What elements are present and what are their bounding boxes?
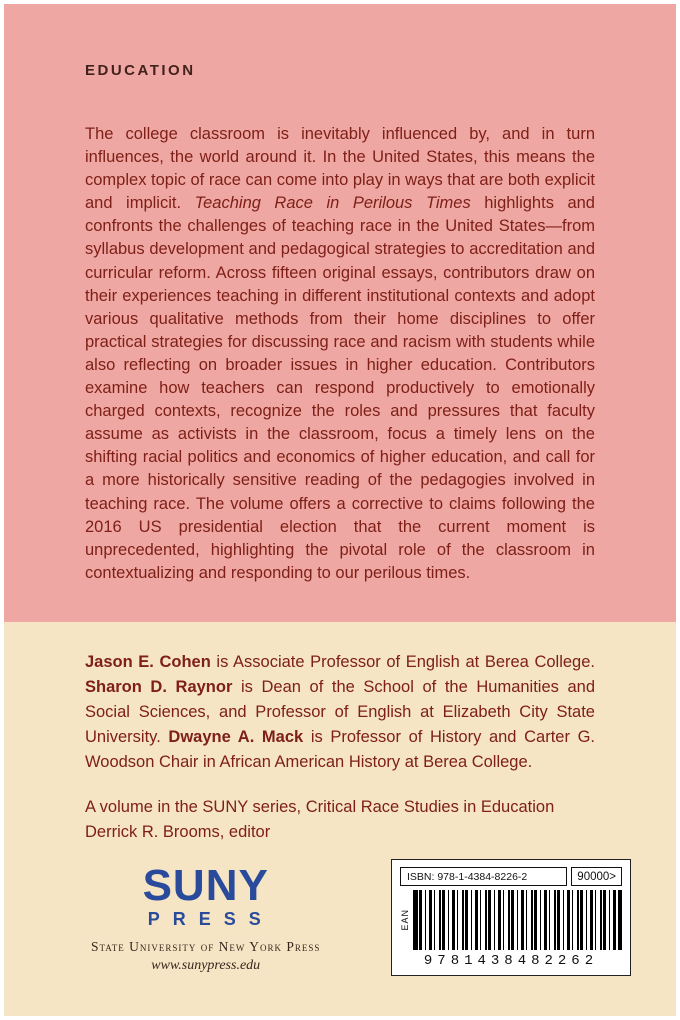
synopsis-text xyxy=(85,123,595,585)
synopsis-part2: highlights and confronts the challenges of teaching race in the United States—from syllabus development and pedagogical strategies to accreditation and curricular reform. Across fifteen original essays, contributors draw on their experiences teaching in different institutional contexts and adopt various qualitative methods from their home disciplines to offer practical strategies for discussing race and racism with students while also reflecting on broader issues in higher education. Contributors examine how teachers can respond productively to emotionally charged contexts, recognize the roles and pressures that faculty assume as activists in the classroom, focus a timely lens on the shifting racial politics and economics of higher education, and call for a more historically sensitive reading of the pedagogies involved in teaching race. The volume offers a corrective to claims following the 2016 US presidential election that the current moment is unprecedented, highlighting the pivotal role of the classroom in contextualizing and responding to our perilous times. xyxy=(85,194,595,582)
author-name-2: Sharon D. Raynor xyxy=(85,678,233,696)
contributor-bios xyxy=(85,650,595,775)
price-code: 90000> xyxy=(571,867,622,886)
suny-press-logo xyxy=(91,861,321,974)
barcode-block xyxy=(391,859,631,976)
barcode-bars-icon xyxy=(413,890,622,950)
book-title-italic: Teaching Race in Perilous Times xyxy=(194,194,471,213)
suny-wordmark: SUNY xyxy=(142,861,269,910)
synopsis-part1: The college classroom is inevitably influenced by, and in turn influences, the world around it. In the United States, this means the complex topic of race can come into play in ways that are both explicit and implicit. xyxy=(85,125,595,213)
category-label: EDUCATION xyxy=(85,62,196,79)
synopsis-section xyxy=(4,4,676,622)
publisher-full-name: State University of New York Press xyxy=(91,939,321,954)
series-line: A volume in the SUNY series, Critical Race Studies in Education xyxy=(85,798,555,816)
book-back-cover xyxy=(4,4,676,1016)
footer-row xyxy=(85,859,631,976)
author-name-3: Dwayne A. Mack xyxy=(168,728,304,746)
isbn-label: ISBN: 978-1-4384-8226-2 xyxy=(400,867,567,886)
ean-label: EAN xyxy=(400,909,410,931)
publisher-website: www.sunypress.edu xyxy=(151,958,261,973)
author-bio-2: is Dean of the School of the Humanities and Social Sciences, and Professor of English at Elizabeth City State University. xyxy=(85,678,596,746)
series-note xyxy=(85,795,595,845)
series-editor-line: Derrick R. Brooms, editor xyxy=(85,823,271,841)
barcode-header xyxy=(400,867,622,886)
author-bio-1: is Associate Professor of English at Berea College. xyxy=(210,653,595,671)
author-bio-3: is Professor of History and Carter G. Woodson Chair in African American History at Berea College. xyxy=(85,728,595,771)
press-wordmark: PRESS xyxy=(147,909,274,929)
publisher-section xyxy=(4,622,676,1016)
barcode-digits: 9781438482262 xyxy=(423,953,599,969)
barcode-main xyxy=(400,890,622,950)
author-name-1: Jason E. Cohen xyxy=(85,653,211,671)
